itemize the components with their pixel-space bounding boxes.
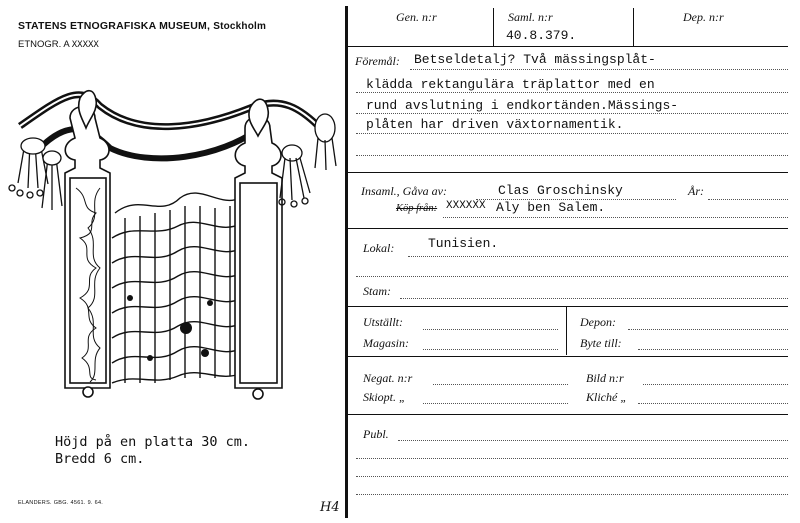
foremal-line: klädda rektangulära träplattor med en [366, 77, 655, 92]
negat-label: Negat. n:r [363, 371, 413, 385]
lokal-value: Tunisien. [428, 236, 499, 251]
dotted-line [356, 494, 788, 495]
dotted-line [398, 440, 788, 441]
dotted-line [400, 298, 788, 299]
kop-label: Köp från: [396, 203, 438, 214]
catalogue-card [348, 0, 800, 523]
rule [348, 172, 788, 173]
rule [348, 414, 788, 415]
dotted-line [628, 329, 788, 330]
saml-number-label: Saml. n:r [508, 10, 553, 24]
museum-name: STATENS ETNOGRAFISKA MUSEUM, Stockholm [18, 20, 267, 32]
section-separator [566, 307, 567, 355]
dotted-line [356, 155, 788, 156]
ar-label: År: [688, 184, 704, 198]
illustration-panel [0, 0, 345, 523]
dotted-line [708, 199, 788, 200]
publ-label: Publ. [363, 427, 389, 441]
kliche-label: Kliché „ [586, 390, 627, 404]
rule [348, 306, 788, 307]
bridle-illustration [0, 88, 345, 428]
foremal-line: plåten har driven växtornamentik. [366, 117, 624, 132]
rule [348, 356, 788, 357]
gen-number-label: Gen. n:r [396, 10, 437, 24]
byte-label: Byte till: [580, 336, 622, 350]
dotted-line [356, 458, 788, 459]
dotted-line [356, 92, 788, 93]
insaml-label: Insaml., Gåva av: [361, 184, 447, 198]
dotted-line [433, 384, 568, 385]
dimensions-caption: Höjd på en platta 30 cm. Bredd 6 cm. [55, 434, 251, 467]
dotted-line [356, 113, 788, 114]
handwritten-mark: H4 [320, 500, 340, 515]
dotted-line [356, 276, 788, 277]
dotted-line [356, 476, 788, 477]
lokal-label: Lokal: [363, 241, 395, 255]
depon-label: Depon: [580, 315, 616, 329]
stam-label: Stam: [363, 284, 391, 298]
dep-number-label: Dep. n:r [683, 10, 724, 24]
printer-imprint: ELANDERS. GBG. 4561. 9. 64. [18, 500, 104, 506]
foremal-label: Föremål: [355, 54, 400, 68]
header-separator [493, 8, 494, 46]
kop-overtyped: XXXXXX [446, 200, 486, 212]
insaml-value: Clas Groschinsky [498, 183, 623, 198]
dotted-line [443, 217, 788, 218]
dotted-line [643, 384, 788, 385]
header-separator [633, 8, 634, 46]
skiopt-label: Skiopt. „ [363, 390, 406, 404]
dotted-line [423, 403, 568, 404]
dotted-line [476, 199, 676, 200]
rule [348, 228, 788, 229]
dotted-line [356, 133, 788, 134]
rule [348, 46, 788, 47]
foremal-line: rund avslutning i endkortänden.Mässings- [366, 98, 679, 113]
magasin-label: Magasin: [363, 336, 409, 350]
dotted-line [410, 69, 788, 70]
foremal-line: Betseldetalj? Två mässingsplåt- [414, 52, 656, 67]
utstallt-label: Utställt: [363, 315, 404, 329]
kop-value: Aly ben Salem. [496, 200, 606, 215]
dotted-line [638, 403, 788, 404]
etnogr-number: ETNOGR. A XXXXX [18, 39, 99, 50]
dotted-line [423, 329, 558, 330]
bild-label: Bild n:r [586, 371, 624, 385]
dotted-line [423, 349, 558, 350]
dotted-line [638, 349, 788, 350]
saml-number-value: 40.8.379. [506, 28, 577, 43]
dotted-line [408, 256, 788, 257]
